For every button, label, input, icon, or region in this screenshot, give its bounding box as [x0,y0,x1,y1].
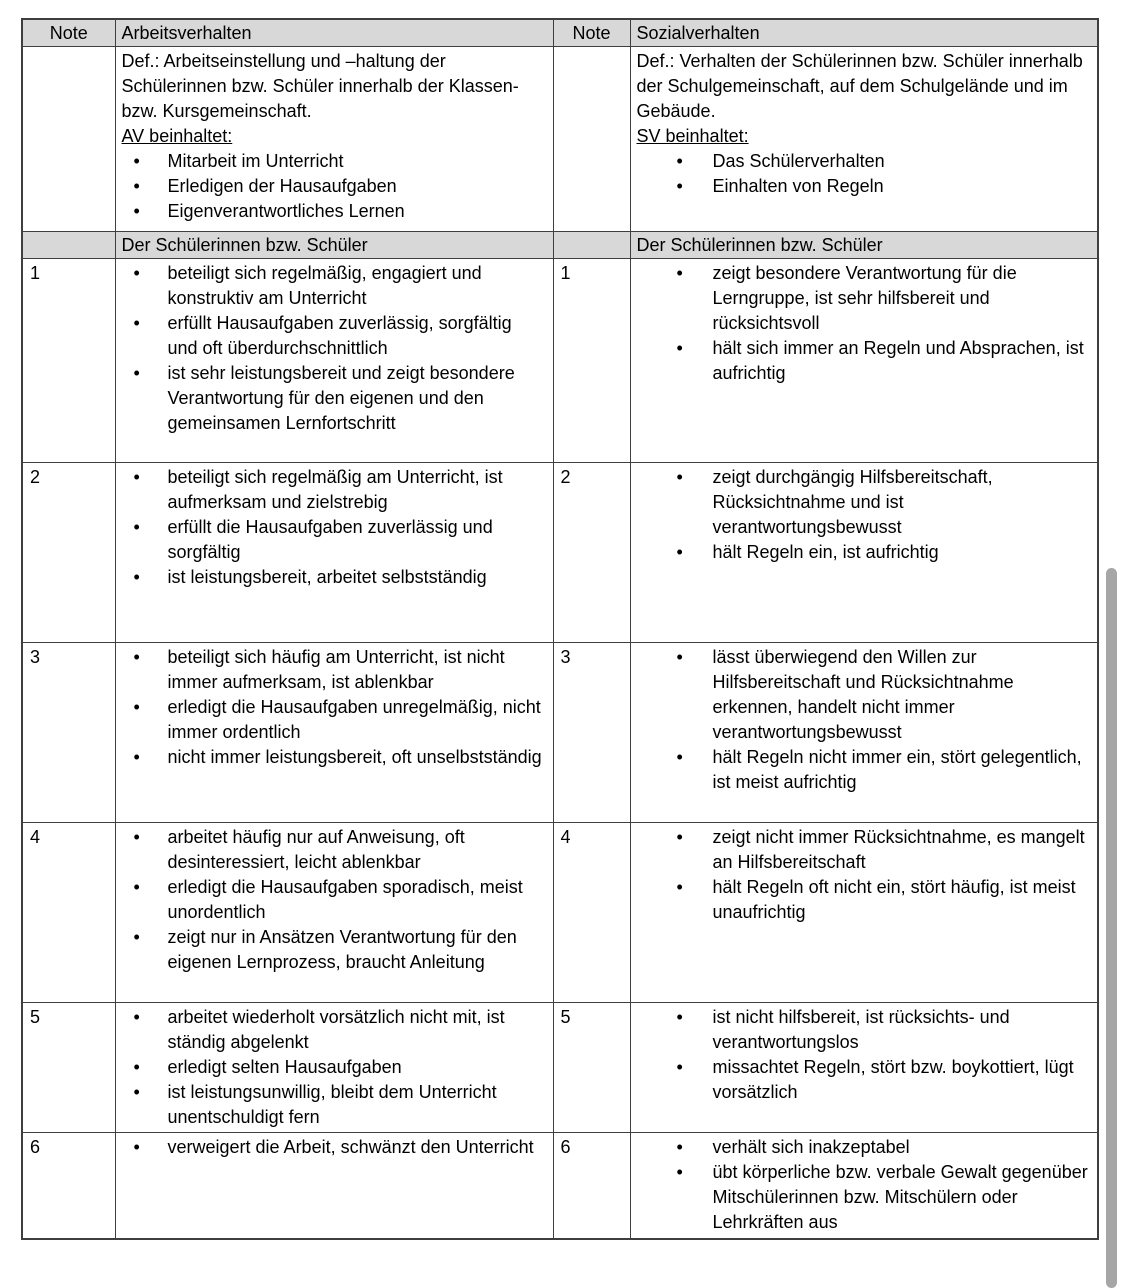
grade-row-6 [22,1133,1098,1239]
table-header-row [22,19,1098,47]
header-arbeitsverhalten: Arbeitsverhalten [115,19,553,47]
criterion-item: • hält Regeln nicht immer ein, stört gelegentlich, ist meist aufrichtig [637,745,1092,795]
grade-row-1 [22,259,1098,463]
header-note-av: Note [22,19,115,47]
av-criteria-list [122,1005,547,1130]
av-criteria-list [122,261,547,436]
grade-note: 1 [553,259,630,463]
av-criteria-cell [115,823,553,1003]
criterion-item: • ist sehr leistungsbereit und zeigt besondere Verantwortung für den eigenen und den gemeinsamen Lernfortschritt [122,361,547,436]
empty-note-cell [22,232,115,259]
sv-includes-label: SV beinhaltet: [636,126,749,146]
av-criteria-list [122,825,547,975]
grade-note: 1 [22,259,115,463]
criterion-item: • arbeitet wiederholt vorsätzlich nicht mit, ist ständig abgelenkt [122,1005,547,1055]
sv-criteria-cell [630,1003,1098,1133]
criterion-item: • hält Regeln ein, ist aufrichtig [637,540,1092,565]
grade-note: 2 [22,463,115,643]
definition-row [22,47,1098,232]
grade-note: 6 [553,1133,630,1239]
sv-criteria-cell [630,463,1098,643]
av-criteria-list [122,645,547,770]
criterion-item: • verweigert die Arbeit, schwänzt den Unterricht [122,1135,547,1160]
behavior-grading-table [21,18,1099,1240]
sv-criteria-cell [630,823,1098,1003]
sv-definition-cell [630,47,1098,232]
criterion-item: • hält sich immer an Regeln und Absprachen, ist aufrichtig [637,336,1092,386]
av-includes-list [122,149,547,224]
av-includes-label: AV beinhaltet: [121,126,233,146]
criterion-item: • arbeitet häufig nur auf Anweisung, oft desinteressiert, leicht ablenkbar [122,825,547,875]
grade-row-2 [22,463,1098,643]
grade-note: 3 [553,643,630,823]
criterion-item: • erledigt die Hausaufgaben sporadisch, meist unordentlich [122,875,547,925]
empty-note-cell [22,47,115,232]
grade-note: 4 [553,823,630,1003]
av-criteria-cell [115,1003,553,1133]
criterion-item: • ist leistungsbereit, arbeitet selbstständig [122,565,547,590]
criterion-item: • zeigt nicht immer Rücksichtnahme, es mangelt an Hilfsbereitschaft [637,825,1092,875]
sv-criteria-cell [630,259,1098,463]
vertical-scrollbar-thumb[interactable] [1106,568,1117,1288]
criterion-item: • zeigt nur in Ansätzen Verantwortung für den eigenen Lernprozess, braucht Anleitung [122,925,547,975]
sv-criteria-list [637,825,1092,925]
grade-row-4 [22,823,1098,1003]
list-item: • Einhalten von Regeln [637,174,1092,199]
sv-criteria-list [637,1005,1092,1105]
criterion-item: • beteiligt sich regelmäßig am Unterricht, ist aufmerksam und zielstrebig [122,465,547,515]
criterion-item: • ist nicht hilfsbereit, ist rücksichts- und verantwortungslos [637,1005,1092,1055]
criterion-item: • beteiligt sich häufig am Unterricht, ist nicht immer aufmerksam, ist ablenkbar [122,645,547,695]
grade-note: 3 [22,643,115,823]
grade-note: 6 [22,1133,115,1239]
sv-criteria-list [637,261,1092,386]
criterion-item: • übt körperliche bzw. verbale Gewalt gegenüber Mitschülerinnen bzw. Mitschülern oder Lehrkräften aus [637,1160,1092,1235]
av-criteria-cell [115,463,553,643]
header-note-sv: Note [553,19,630,47]
sv-criteria-list [637,465,1092,565]
sv-criteria-cell [630,1133,1098,1239]
criterion-item: • missachtet Regeln, stört bzw. boykottiert, lügt vorsätzlich [637,1055,1092,1105]
criterion-item: • zeigt besondere Verantwortung für die Lerngruppe, ist sehr hilfsbereit und rücksichtsvoll [637,261,1092,336]
empty-note-cell [553,232,630,259]
sv-criteria-cell [630,643,1098,823]
sv-definition-text: Def.: Verhalten der Schülerinnen bzw. Schüler innerhalb der Schulgemeinschaft, auf dem Schulgelände und im Gebäude. [636,51,1083,121]
list-item: • Erledigen der Hausaufgaben [122,174,547,199]
av-criteria-cell [115,259,553,463]
empty-note-cell [553,47,630,232]
list-item: • Eigenverantwortliches Lernen [122,199,547,224]
sv-subheader: Der Schülerinnen bzw. Schüler [630,232,1098,259]
grade-row-5 [22,1003,1098,1133]
criterion-item: • ist leistungsunwillig, bleibt dem Unterricht unentschuldigt fern [122,1080,547,1130]
grade-note: 5 [553,1003,630,1133]
criterion-item: • lässt überwiegend den Willen zur Hilfsbereitschaft und Rücksichtnahme erkennen, handelt nicht immer verantwortungsbewusst [637,645,1092,745]
criterion-item: • verhält sich inakzeptabel [637,1135,1092,1160]
av-criteria-cell [115,643,553,823]
criterion-item: • beteiligt sich regelmäßig, engagiert und konstruktiv am Unterricht [122,261,547,311]
grade-note: 5 [22,1003,115,1133]
criterion-item: • hält Regeln oft nicht ein, stört häufig, ist meist unaufrichtig [637,875,1092,925]
av-criteria-list [122,465,547,590]
sv-criteria-list [637,1135,1092,1235]
av-criteria-list [122,1135,547,1160]
av-criteria-cell [115,1133,553,1239]
list-item: • Mitarbeit im Unterricht [122,149,547,174]
criterion-item: • nicht immer leistungsbereit, oft unselbstständig [122,745,547,770]
sv-includes-list [637,149,1092,199]
sv-criteria-list [637,645,1092,795]
header-sozialverhalten: Sozialverhalten [630,19,1098,47]
criterion-item: • erledigt selten Hausaufgaben [122,1055,547,1080]
criterion-item: • erfüllt die Hausaufgaben zuverlässig und sorgfältig [122,515,547,565]
av-subheader: Der Schülerinnen bzw. Schüler [115,232,553,259]
list-item: • Das Schülerverhalten [637,149,1092,174]
grade-row-3 [22,643,1098,823]
av-definition-cell [115,47,553,232]
criterion-item: • zeigt durchgängig Hilfsbereitschaft, Rücksichtnahme und ist verantwortungsbewusst [637,465,1092,540]
grade-note: 4 [22,823,115,1003]
criterion-item: • erledigt die Hausaufgaben unregelmäßig, nicht immer ordentlich [122,695,547,745]
grade-note: 2 [553,463,630,643]
av-definition-text: Def.: Arbeitseinstellung und –haltung der Schülerinnen bzw. Schüler innerhalb der Klassen- bzw. Kursgemeinschaft. [121,51,519,121]
criterion-item: • erfüllt Hausaufgaben zuverlässig, sorgfältig und oft überdurchschnittlich [122,311,547,361]
subheader-row [22,232,1098,259]
